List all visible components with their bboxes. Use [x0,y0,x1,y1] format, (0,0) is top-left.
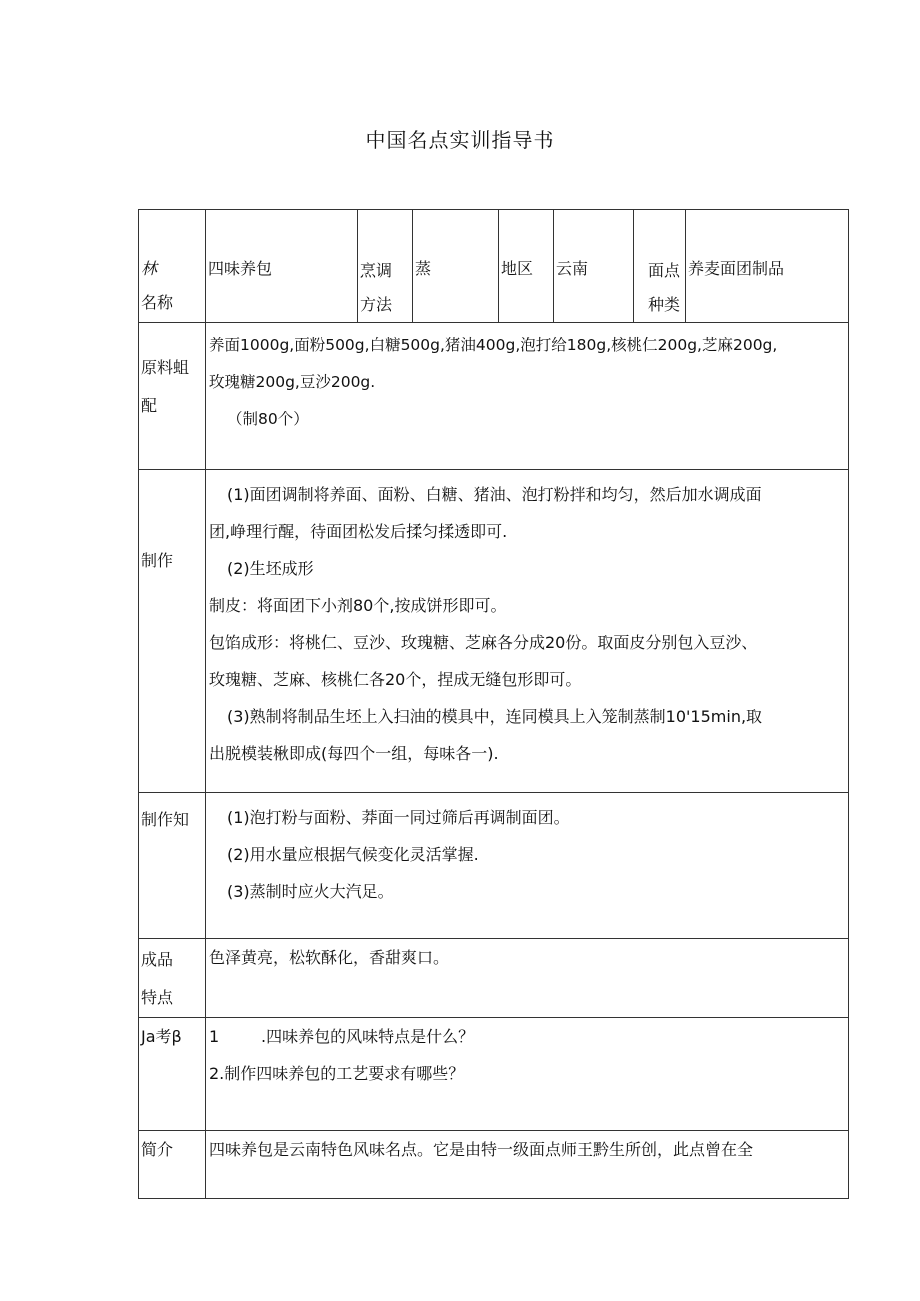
raw-label-line1: 原料蛆 [141,358,190,377]
raw-content-cell [206,323,849,470]
know-how-row [139,793,849,939]
method-label-line1: 烹调 [360,261,393,280]
name-label-cell [139,210,206,323]
method-label-line2: 方法 [360,295,393,314]
make-content-cell [206,470,849,793]
features-label-cell [139,939,206,1018]
question-2: 2.制作四味养包的工艺要求有哪些？ [209,1064,465,1083]
make-line-4: 制皮：将面团下小剂80个,按成饼形即可。 [209,596,507,615]
region-label: 地区 [501,259,534,278]
make-line-6: 玫瑰糖、芝麻、核桃仁各20个，捏成无缝包形即可。 [209,670,582,689]
raw-label-cell [139,323,206,470]
name-value: 四味养包 [208,259,273,278]
features-row [139,939,849,1018]
make-line-7: (3)熟制将制品生坯上入扫油的模具中，连同模具上入笼制蒸制10'15min,取 [227,707,763,726]
name-label-line2: 名称 [141,293,174,312]
question-1-text: .四味养包的风味特点是什么？ [261,1027,475,1046]
know-label: 制作知 [141,810,190,829]
question-1 [209,1018,842,1055]
method-value: 蒸 [415,259,432,278]
make-line-5: 包馅成形：将桃仁、豆沙、玫瑰糖、芝麻各分成20份。取面皮分别包入豆沙、 [209,633,758,652]
raw-label-line2: 配 [141,396,158,415]
method-label-cell [358,210,413,323]
category-label-line2: 种类 [648,295,681,314]
recipe-table [138,209,849,1199]
know-line-3: (3)蒸制时应火大汽足。 [227,882,394,901]
region-value: 云南 [556,259,589,278]
region-value-cell [554,210,634,323]
raw-materials-row [139,323,849,470]
category-value: 养麦面团制品 [688,259,785,278]
name-value-cell [206,210,358,323]
questions-label: Ja考β [141,1027,182,1046]
make-line-1: (1)面团调制将养面、面粉、白糖、猪油、泡打粉拌和均匀，然后加水调成面 [227,485,762,504]
questions-row [139,1018,849,1131]
know-content-cell [206,793,849,939]
name-label-line1: 林 [141,259,158,278]
category-label-cell [634,210,686,323]
raw-line-2: 玫瑰糖200g,豆沙200g. [209,373,376,391]
header-row [139,210,849,323]
features-text: 色泽黄亮，松软酥化，香甜爽口。 [209,948,450,967]
intro-text: 四味养包是云南特色风味名点。它是由特一级面点师王黔生所创，此点曾在全 [209,1140,754,1159]
questions-content-cell [206,1018,849,1131]
know-label-cell [139,793,206,939]
intro-content-cell [206,1131,849,1199]
know-line-2: (2)用水量应根据气候变化灵活掌握. [227,845,479,864]
question-1-number: 1 [209,1027,220,1046]
method-value-cell [413,210,499,323]
know-line-1: (1)泡打粉与面粉、莽面一同过筛后再调制面团。 [227,808,570,827]
category-label-line1: 面点 [648,261,681,280]
raw-line-3: （制80个） [227,410,309,428]
make-label: 制作 [141,551,174,570]
intro-label-cell [139,1131,206,1199]
make-line-3: (2)生坯成形 [227,559,314,578]
features-label-line1: 成品 [141,950,174,969]
region-label-cell [499,210,554,323]
intro-label: 简介 [141,1140,174,1159]
make-line-8: 出脱模装楸即成(每四个一组，每味各一). [209,744,499,763]
page-title: 中国名点实训指导书 [365,128,555,152]
make-line-2: 团,峥理行醒，待面团松发后揉匀揉透即可. [209,522,508,541]
preparation-row [139,470,849,793]
features-label-line2: 特点 [141,988,174,1007]
category-value-cell [686,210,849,323]
intro-row [139,1131,849,1199]
features-content-cell [206,939,849,1018]
raw-line-1: 养面1000g,面粉500g,白糖500g,猪油400g,泡打给180g,核桃仁200g,芝麻200g, [209,336,778,354]
make-label-cell [139,470,206,793]
questions-label-cell [139,1018,206,1131]
